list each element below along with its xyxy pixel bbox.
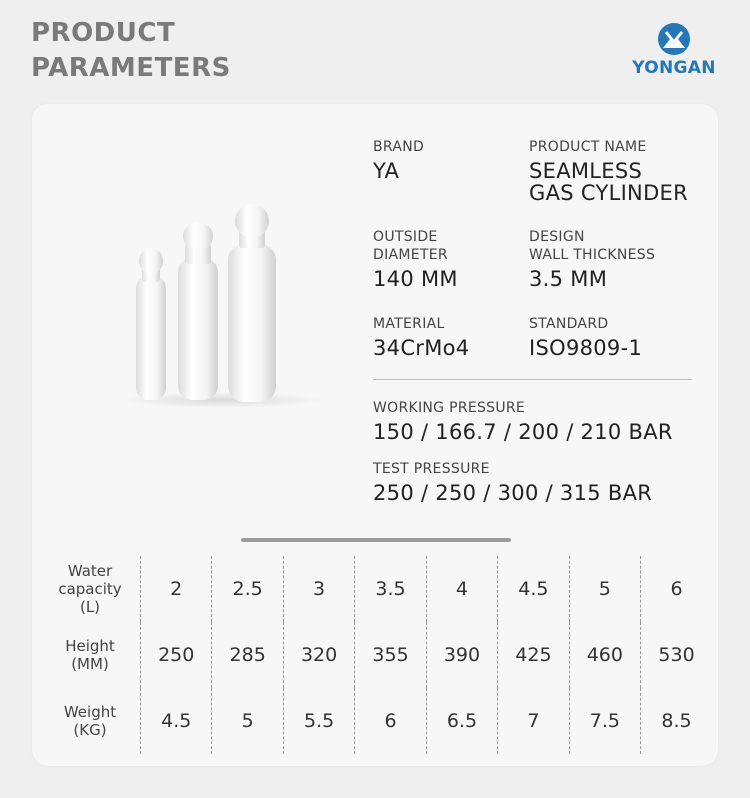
table-cell: 4.5 (498, 556, 569, 622)
product-name-line-2: GAS CYLINDER (529, 181, 688, 205)
working-pressure-value: 150 / 166.7 / 200 / 210 BAR (373, 420, 673, 444)
table-cell: 7.5 (569, 688, 640, 754)
table-cell: 6 (355, 688, 426, 754)
title-line-2: PARAMETERS (31, 53, 231, 83)
row-label-line: Water (67, 562, 113, 580)
table-cell: 6 (641, 556, 712, 622)
table-cell: 425 (498, 622, 569, 688)
table-cell: 6.5 (426, 688, 497, 754)
table-cell: 250 (141, 622, 212, 688)
outside-diameter-label (373, 228, 458, 264)
row-label-line: capacity (58, 580, 122, 598)
material-value: 34CrMo4 (373, 336, 470, 360)
table-cell: 3 (283, 556, 354, 622)
table-cell: 5.5 (283, 688, 354, 754)
row-label-line: Height (65, 637, 115, 655)
row-label-line: (MM) (71, 655, 109, 673)
row-label-line: Weight (63, 703, 117, 721)
design-wall-param (529, 228, 655, 290)
table-cell: 5 (212, 688, 283, 754)
large-cylinder (228, 204, 276, 402)
product-name-line-1: SEAMLESS (529, 159, 643, 183)
outside-diameter-label-line-2: DIAMETER (373, 247, 448, 263)
small-cylinder (136, 248, 166, 400)
brand-value: YA (373, 159, 400, 183)
row-label (40, 556, 141, 622)
table-row (40, 688, 712, 754)
outside-diameter-param (373, 228, 458, 290)
outside-diameter-value: 140 MM (373, 267, 458, 291)
standard-value: ISO9809-1 (529, 336, 643, 360)
medium-cylinder (178, 222, 218, 400)
working-pressure-label: WORKING PRESSURE (373, 400, 526, 416)
material-label: MATERIAL (373, 316, 445, 332)
test-pressure-value: 250 / 250 / 300 / 315 BAR (373, 481, 653, 505)
row-label-line: (KG) (73, 721, 107, 739)
cylinders-image (122, 194, 322, 424)
brand-param (373, 138, 424, 182)
table-cell: 2 (141, 556, 212, 622)
table-cell: 4 (426, 556, 497, 622)
working-pressure-param (373, 399, 673, 443)
table-cell: 285 (212, 622, 283, 688)
table-cell: 390 (426, 622, 497, 688)
brand-logo (624, 22, 724, 78)
table-cell: 460 (569, 622, 640, 688)
table-cell: 530 (641, 622, 712, 688)
design-wall-label (529, 228, 655, 264)
horizontal-scrollbar[interactable] (241, 538, 511, 542)
brand-label: BRAND (373, 139, 425, 155)
outside-diameter-label-line-1: OUTSIDE (373, 229, 438, 245)
table-cell: 7 (498, 688, 569, 754)
yongan-logo-icon (657, 22, 691, 56)
parameters-card (32, 104, 718, 766)
table-cell: 320 (283, 622, 354, 688)
row-label (40, 622, 141, 688)
table-cell: 2.5 (212, 556, 283, 622)
page-title (31, 16, 231, 86)
standard-label: STANDARD (529, 316, 609, 332)
product-name-label: PRODUCT NAME (529, 139, 647, 155)
product-name-value (529, 160, 688, 204)
standard-param (529, 315, 642, 359)
table-cell: 355 (355, 622, 426, 688)
table-cell: 4.5 (141, 688, 212, 754)
logo-text: YONGAN (632, 58, 716, 78)
title-line-1: PRODUCT (31, 18, 176, 48)
design-wall-label-line-1: DESIGN (529, 229, 585, 245)
test-pressure-label: TEST PRESSURE (373, 461, 490, 477)
table-row (40, 556, 712, 622)
design-wall-label-line-2: WALL THICKNESS (529, 247, 656, 263)
table-cell: 5 (569, 556, 640, 622)
material-param (373, 315, 469, 359)
specs-table (40, 556, 712, 754)
design-wall-value: 3.5 MM (529, 267, 608, 291)
table-cell: 3.5 (355, 556, 426, 622)
row-label-line: (L) (79, 598, 101, 616)
table-cell: 8.5 (641, 688, 712, 754)
product-name-param (529, 138, 688, 204)
table-row (40, 622, 712, 688)
divider (373, 379, 692, 380)
test-pressure-param (373, 460, 652, 504)
row-label (40, 688, 141, 754)
